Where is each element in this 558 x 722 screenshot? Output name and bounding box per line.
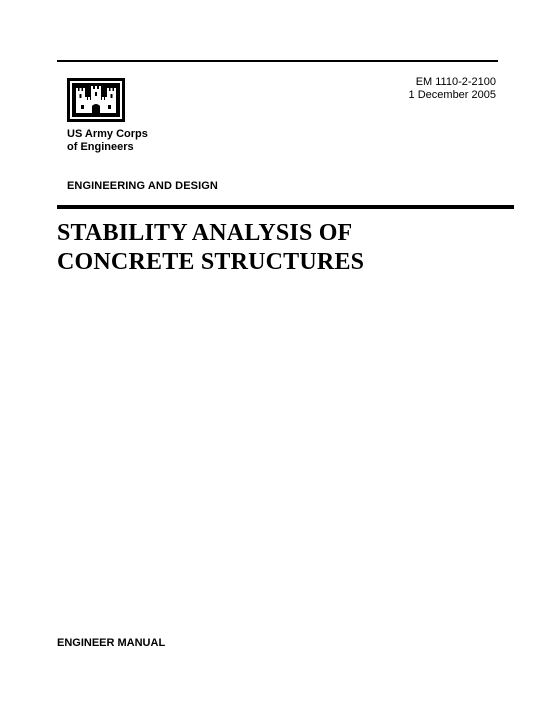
castle-icon — [67, 78, 125, 122]
organization-line-2: of Engineers — [67, 141, 134, 153]
organization-line-1: US Army Corps — [67, 128, 148, 140]
manual-type-label: ENGINEER MANUAL — [57, 637, 166, 649]
title-line-1: STABILITY ANALYSIS OF — [57, 220, 353, 246]
category-label: ENGINEERING AND DESIGN — [67, 180, 218, 192]
title-divider — [57, 205, 514, 209]
document-title — [57, 219, 364, 277]
document-meta — [409, 76, 496, 102]
organization-name — [67, 128, 148, 154]
title-line-2: CONCRETE STRUCTURES — [57, 249, 365, 275]
document-date: 1 December 2005 — [408, 89, 496, 101]
top-divider — [57, 60, 498, 62]
document-number: EM 1110-2-2100 — [415, 76, 496, 88]
